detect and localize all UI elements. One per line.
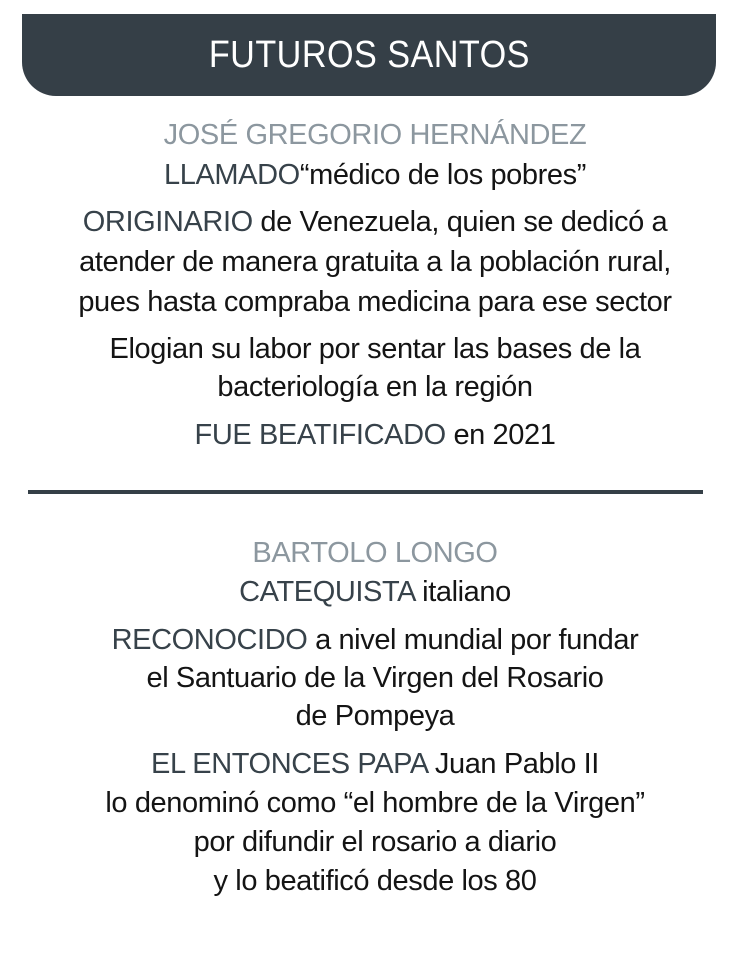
keyword: LLAMADO	[164, 159, 300, 191]
description-line	[0, 824, 750, 860]
description-line	[0, 863, 750, 899]
description-line	[0, 574, 750, 610]
line-text: pues hasta compraba medicina para ese sector	[78, 286, 672, 318]
line-text: por difundir el rosario a diario	[193, 826, 557, 858]
keyword: FUE BEATIFICADO	[194, 419, 446, 451]
description-line	[0, 244, 750, 280]
line-text: y lo beatificó desde los 80	[213, 865, 537, 897]
keyword: EL ENTONCES PAPA	[151, 748, 428, 780]
line-text: de Venezuela, quien se dedicó a	[252, 206, 668, 238]
description-line	[0, 660, 750, 696]
saint-name: BARTOLO LONGO	[252, 537, 498, 569]
description-line	[0, 417, 750, 453]
line-text: el Santuario de la Virgen del Rosario	[146, 662, 604, 694]
description-line	[0, 157, 750, 193]
description-line	[0, 369, 750, 405]
line-text: lo denominó como “el hombre de la Virgen”	[105, 787, 645, 819]
line-text: a nivel mundial por fundar	[307, 624, 639, 656]
line-text: italiano	[414, 576, 511, 608]
description-line	[0, 746, 750, 782]
header-title: FUTUROS SANTOS	[208, 33, 530, 76]
description-line	[0, 331, 750, 367]
description-line	[0, 622, 750, 658]
line-text: bacteriología en la región	[217, 371, 533, 403]
keyword: CATEQUISTA	[239, 576, 415, 608]
keyword: RECONOCIDO	[111, 624, 308, 656]
header-banner	[22, 14, 716, 96]
saint-name: JOSÉ GREGORIO HERNÁNDEZ	[163, 119, 587, 151]
line-text: “médico de los pobres”	[299, 159, 586, 191]
section-divider	[28, 490, 703, 494]
description-line	[0, 785, 750, 821]
description-line	[0, 204, 750, 240]
description-line	[0, 698, 750, 734]
line-text: Juan Pablo II	[427, 748, 599, 780]
line-text: en 2021	[445, 419, 556, 451]
line-text: de Pompeya	[295, 700, 455, 732]
line-text: Elogian su labor por sentar las bases de la	[109, 333, 641, 365]
keyword: ORIGINARIO	[82, 206, 253, 238]
line-text: atender de manera gratuita a la población rural,	[79, 246, 671, 278]
description-line	[0, 284, 750, 320]
